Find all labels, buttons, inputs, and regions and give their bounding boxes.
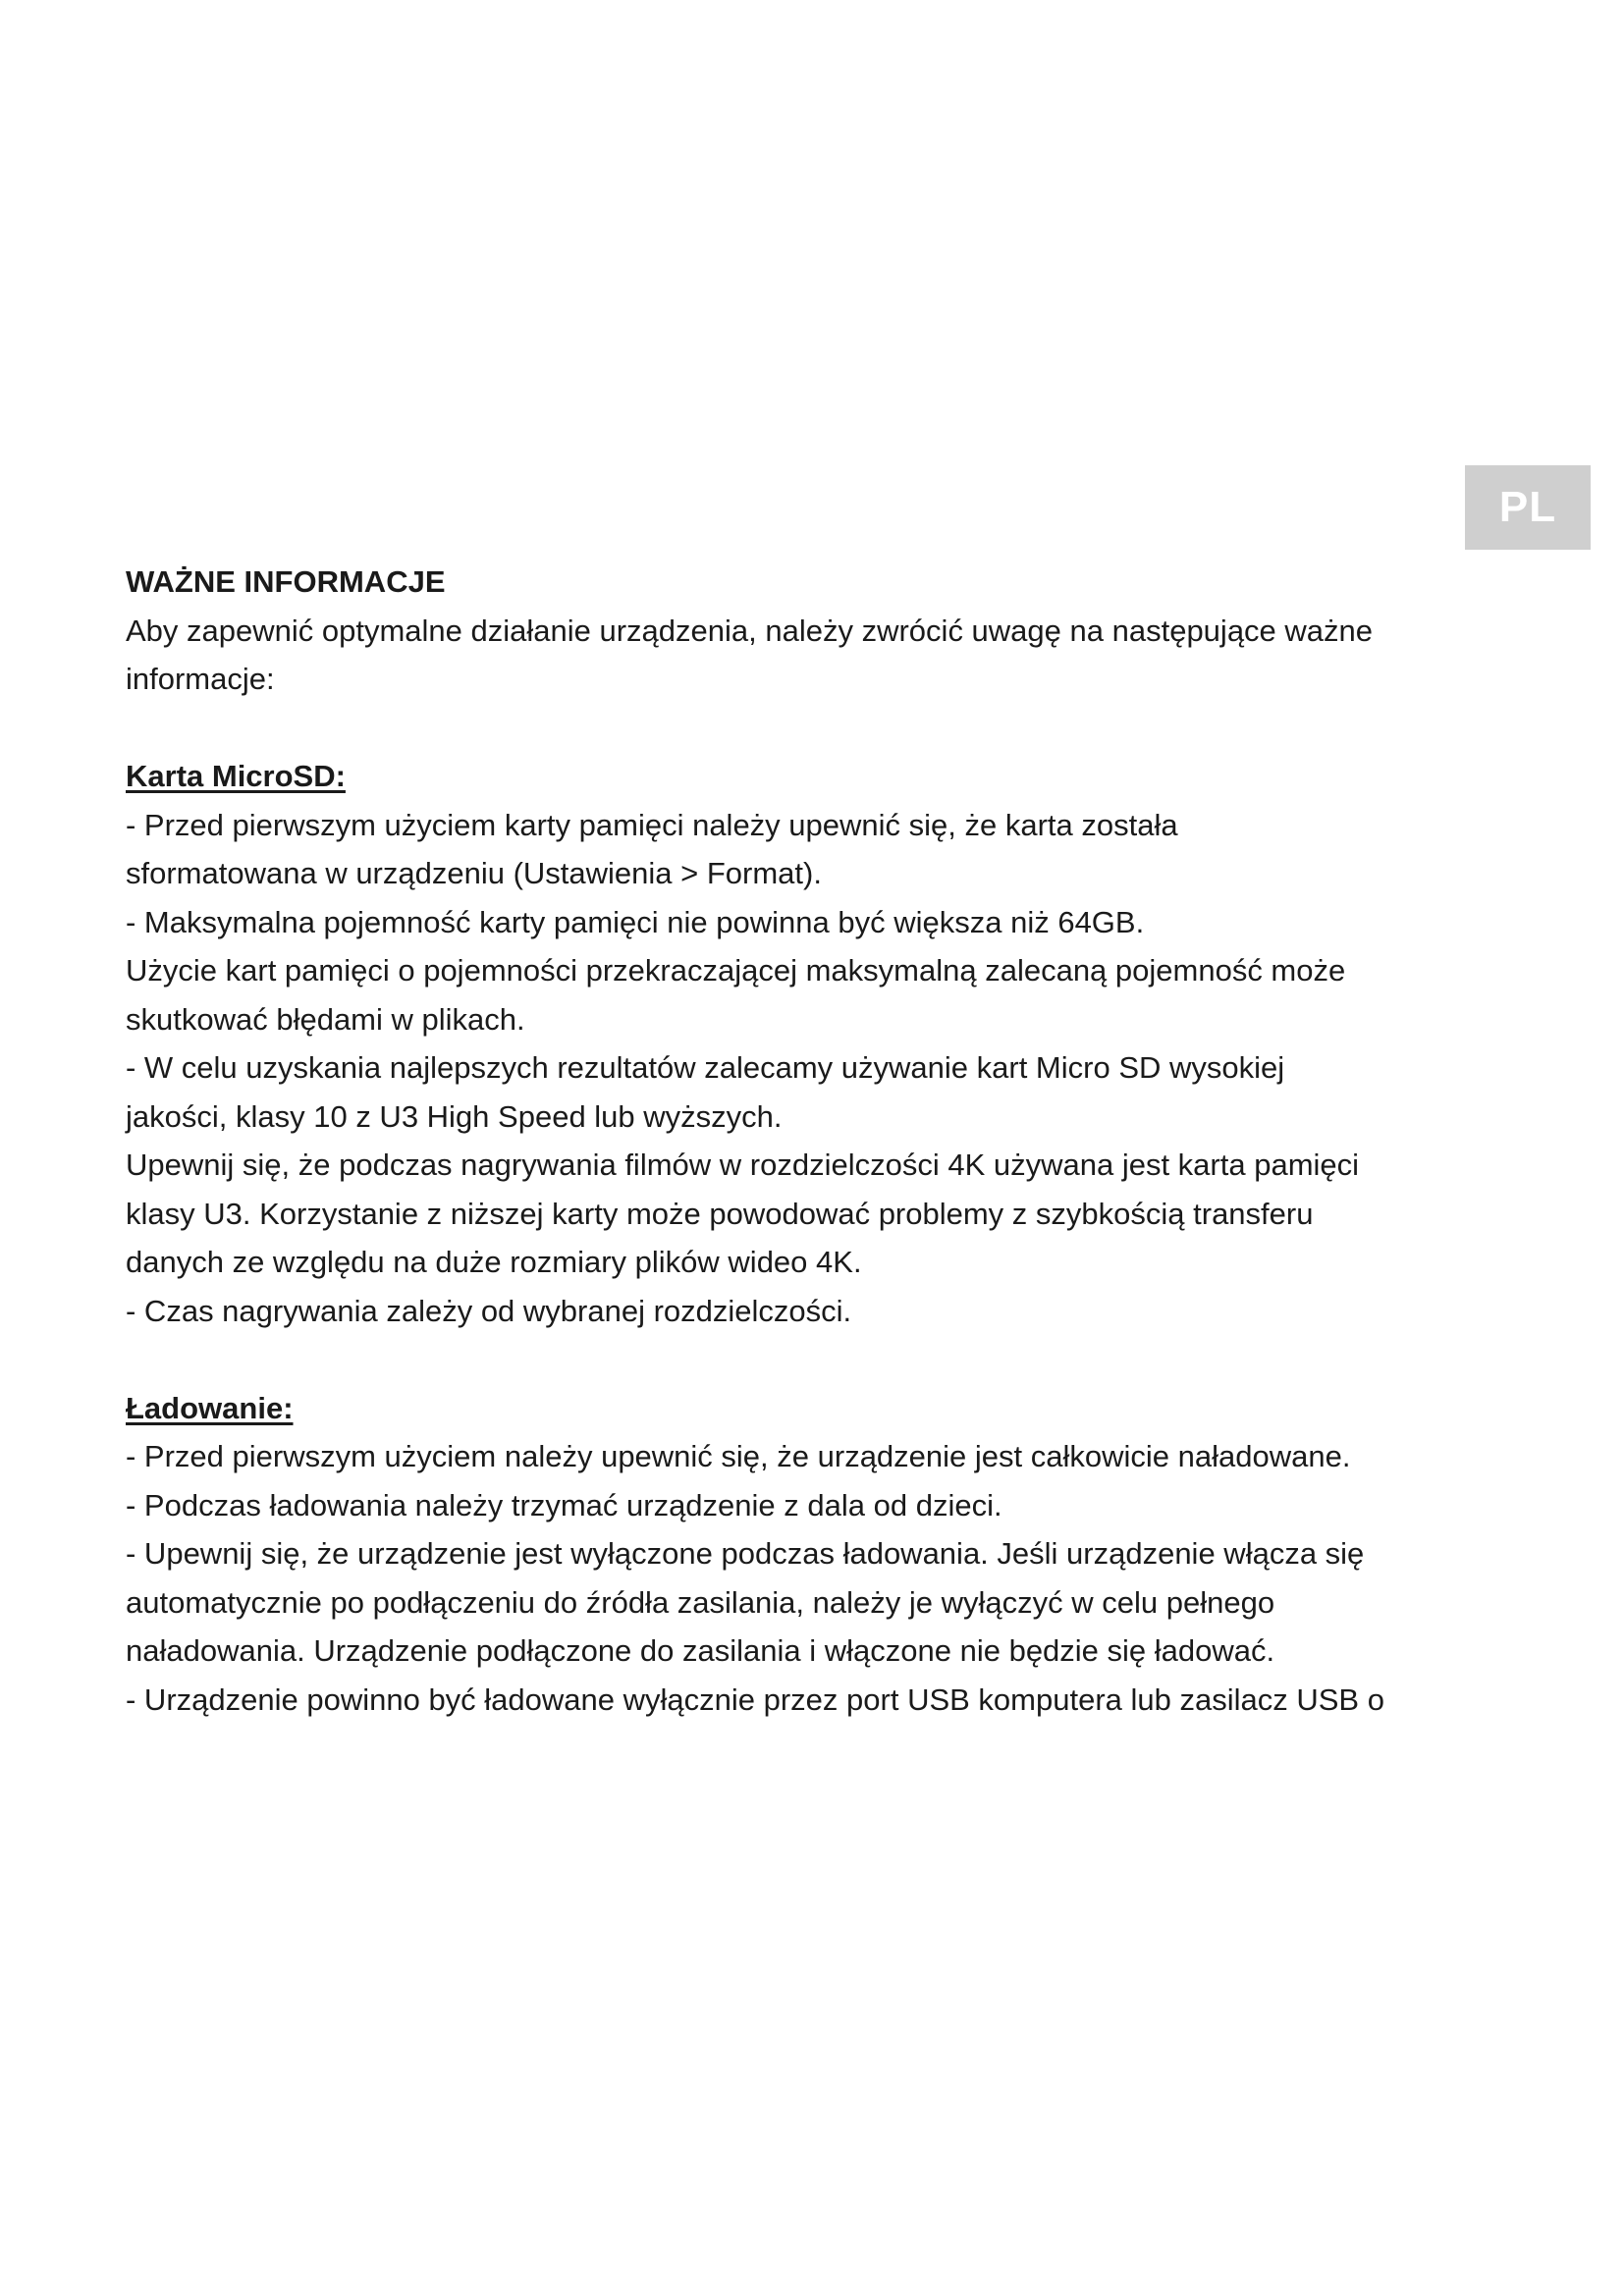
charging-line: naładowania. Urządzenie podłączone do zasilania i włączone nie będzie się ładować. [126, 1633, 1275, 1668]
microsd-line: Użycie kart pamięci o pojemności przekraczającej maksymalną zalecaną pojemność może [126, 953, 1346, 988]
section-heading-microsd: Karta MicroSD: [126, 759, 346, 793]
spacer [126, 704, 1500, 753]
microsd-line: - Maksymalna pojemność karty pamięci nie powinna być większa niż 64GB. [126, 904, 1145, 939]
charging-line: - Urządzenie powinno być ładowane wyłącznie przez port USB komputera lub zasilacz USB o [126, 1682, 1384, 1717]
microsd-line: - Przed pierwszym użyciem karty pamięci należy upewnić się, że karta została [126, 807, 1178, 842]
microsd-line: danych ze względu na duże rozmiary plików wideo 4K. [126, 1245, 862, 1279]
charging-line: - Przed pierwszym użyciem należy upewnić się, że urządzenie jest całkowicie naładowane. [126, 1439, 1351, 1473]
spacer [126, 1335, 1500, 1384]
section-heading-charging: Ładowanie: [126, 1390, 294, 1425]
language-badge: PL [1465, 465, 1591, 550]
page-title: WAŻNE INFORMACJE [126, 564, 446, 599]
intro-line: Aby zapewnić optymalne działanie urządzenia, należy zwrócić uwagę na następujące ważne [126, 613, 1374, 648]
charging-line: automatycznie po podłączeniu do źródła zasilania, należy je wyłączyć w celu pełnego [126, 1584, 1275, 1620]
microsd-line: skutkować błędami w plikach. [126, 1001, 525, 1037]
microsd-line: Upewnij się, że podczas nagrywania filmów w rozdzielczości 4K używana jest karta pamięci [126, 1148, 1360, 1182]
microsd-line: sformatowana w urządzeniu (Ustawienia > Format). [126, 856, 822, 890]
intro-line: informacje: [126, 662, 275, 696]
charging-line: - Podczas ładowania należy trzymać urządzenie z dala od dzieci. [126, 1487, 1002, 1522]
microsd-line: klasy U3. Korzystanie z niższej karty może powodować problemy z szybkością transferu [126, 1196, 1314, 1231]
document-body [126, 558, 1500, 1724]
charging-line: - Upewnij się, że urządzenie jest wyłączone podczas ładowania. Jeśli urządzenie włącza się [126, 1536, 1365, 1571]
microsd-line: - W celu uzyskania najlepszych rezultatów zalecamy używanie kart Micro SD wysokiej [126, 1050, 1285, 1085]
microsd-line: jakości, klasy 10 z U3 High Speed lub wyższych. [126, 1098, 783, 1134]
microsd-line: - Czas nagrywania zależy od wybranej rozdzielczości. [126, 1293, 852, 1328]
